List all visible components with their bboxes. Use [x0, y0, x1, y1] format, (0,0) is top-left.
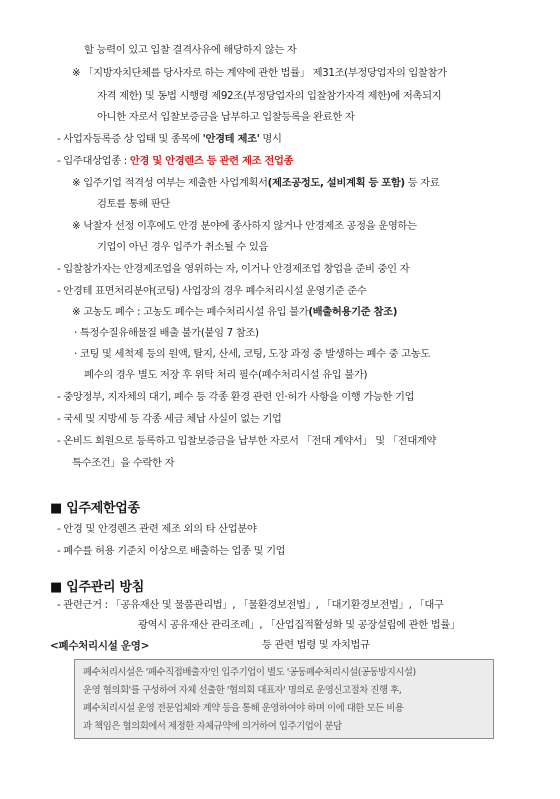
- requirement-line: [57, 154, 293, 168]
- requirement-line: - 중앙정부, 지자체의 대기, 폐수 등 각종 환경 관련 인·허가 사항을 이행 가능한 기업: [57, 391, 415, 403]
- section-title-restricted-industries: ■ 입주제한업종: [50, 501, 140, 516]
- note-line: ※ 「지방자치단체를 당사자로 하는 계약에 관한 법률」 제31조(부정당업자의 입찰참가: [72, 67, 447, 79]
- text-line: 등 관련 법령 및 자치법규: [262, 639, 370, 651]
- text-line: 기업이 아닌 경우 입주가 취소될 수 있음: [97, 241, 269, 253]
- requirement-line: - 안경 및 안경렌즈 관련 제조 외의 타 산업분야: [57, 523, 257, 535]
- wastewater-heading: <폐수처리시설 운영>: [50, 640, 150, 652]
- text-segment: - 입주대상업종 :: [57, 155, 130, 167]
- text-line: 특수조건」을 수락한 자: [72, 457, 175, 469]
- note-line: [72, 176, 439, 190]
- section-title-management-policy: ■ 입주관리 방침: [50, 580, 144, 595]
- text-line: 할 능력이 있고 입찰 결격사유에 해당하지 않는 자: [84, 44, 297, 56]
- text-segment: ※ 고농도 폐수 : 고농도 폐수는 폐수처리시설 유입 불가: [72, 306, 309, 318]
- highlight-text: 안경 및 안경렌즈 등 관련 제조 전업종: [129, 155, 294, 167]
- note-line: [72, 305, 397, 319]
- text-segment: ※ 입주기업 적격성 여부는 제출한 사업계획서: [72, 177, 268, 189]
- emphasis-text: (제조공정도, 설비계획 등 포함): [267, 177, 405, 189]
- box-line: 폐수처리시설 운영 전문업체와 계약 등을 통해 운영하여야 하며 이에 대한 모든 비용: [83, 703, 404, 714]
- wastewater-info-box: [74, 659, 494, 739]
- text-segment: 명시: [259, 133, 282, 145]
- requirement-line: - 관련근거 : 「공유재산 및 물품관리법」, 「물환경보전법」, 「대기환경보전법」, 「대구: [57, 599, 444, 611]
- bullet-line: · 코팅 및 세척제 등의 원액, 탈지, 산세, 코팅, 도장 과정 중 발생하는 폐수 중 고농도: [74, 348, 430, 360]
- box-line: 폐수처리시설은 '폐수직접배출자'인 입주기업이 별도 '공동폐수처리시설(공동방지시설): [83, 667, 416, 678]
- text-segment: 등 자료: [404, 177, 440, 189]
- text-line: 검토를 통해 판단: [97, 198, 171, 210]
- requirement-line: - 폐수를 허용 기준치 이상으로 배출하는 업종 및 기업: [57, 545, 286, 557]
- text-line: 폐수의 경우 별도 저장 후 위탁 처리 필수(폐수처리시설 유입 불가): [84, 369, 368, 381]
- requirement-line: - 국세 및 지방세 등 각종 세금 체납 사실이 없는 기업: [57, 413, 282, 425]
- bullet-line: · 특정수질유해물질 배출 불가(붙임 7 참조): [74, 327, 259, 339]
- requirement-line: [57, 132, 282, 146]
- requirement-line: - 온비드 회원으로 등록하고 입찰보증금을 납부한 자로서 「전대 계약서」 및 「전대계약: [57, 435, 437, 447]
- requirement-line: - 안경테 표면처리분야(코팅) 사업장의 경우 폐수처리시설 운영기준 준수: [57, 285, 367, 297]
- text-line: 자격 제한) 및 동법 시행령 제92조(부정당업자의 입찰참가자격 제한)에 저촉되지: [97, 90, 442, 102]
- note-line: ※ 낙찰자 선정 이후에도 안경 분야에 종사하지 않거나 안경제조 공정을 운영하는: [72, 220, 417, 232]
- text-segment: - 사업자등록증 상 업태 및 종목에: [57, 133, 203, 145]
- text-line: 아니한 자로서 입찰보증금을 납부하고 입찰등록을 완료한 자: [97, 111, 355, 123]
- emphasis-text: (배출허용기준 참조): [308, 306, 398, 318]
- box-line: 운영 협의회'를 구성하여 자체 선출한 '협의회 대표자' 명의로 운영신고절차 진행 후,: [83, 685, 402, 696]
- text-line: 광역시 공유재산 관리조례」, 「산업집적활성화 및 공장설립에 관한 법률」: [138, 619, 460, 631]
- emphasis-text: '안경테 제조': [202, 133, 260, 145]
- box-line: 과 책임은 협의회에서 제정한 자체규약에 의거하여 입주기업이 분담: [83, 721, 342, 732]
- requirement-line: - 입찰참가자는 안경제조업을 영위하는 자, 이거나 안경제조업 창업을 준비 중인 자: [57, 263, 410, 275]
